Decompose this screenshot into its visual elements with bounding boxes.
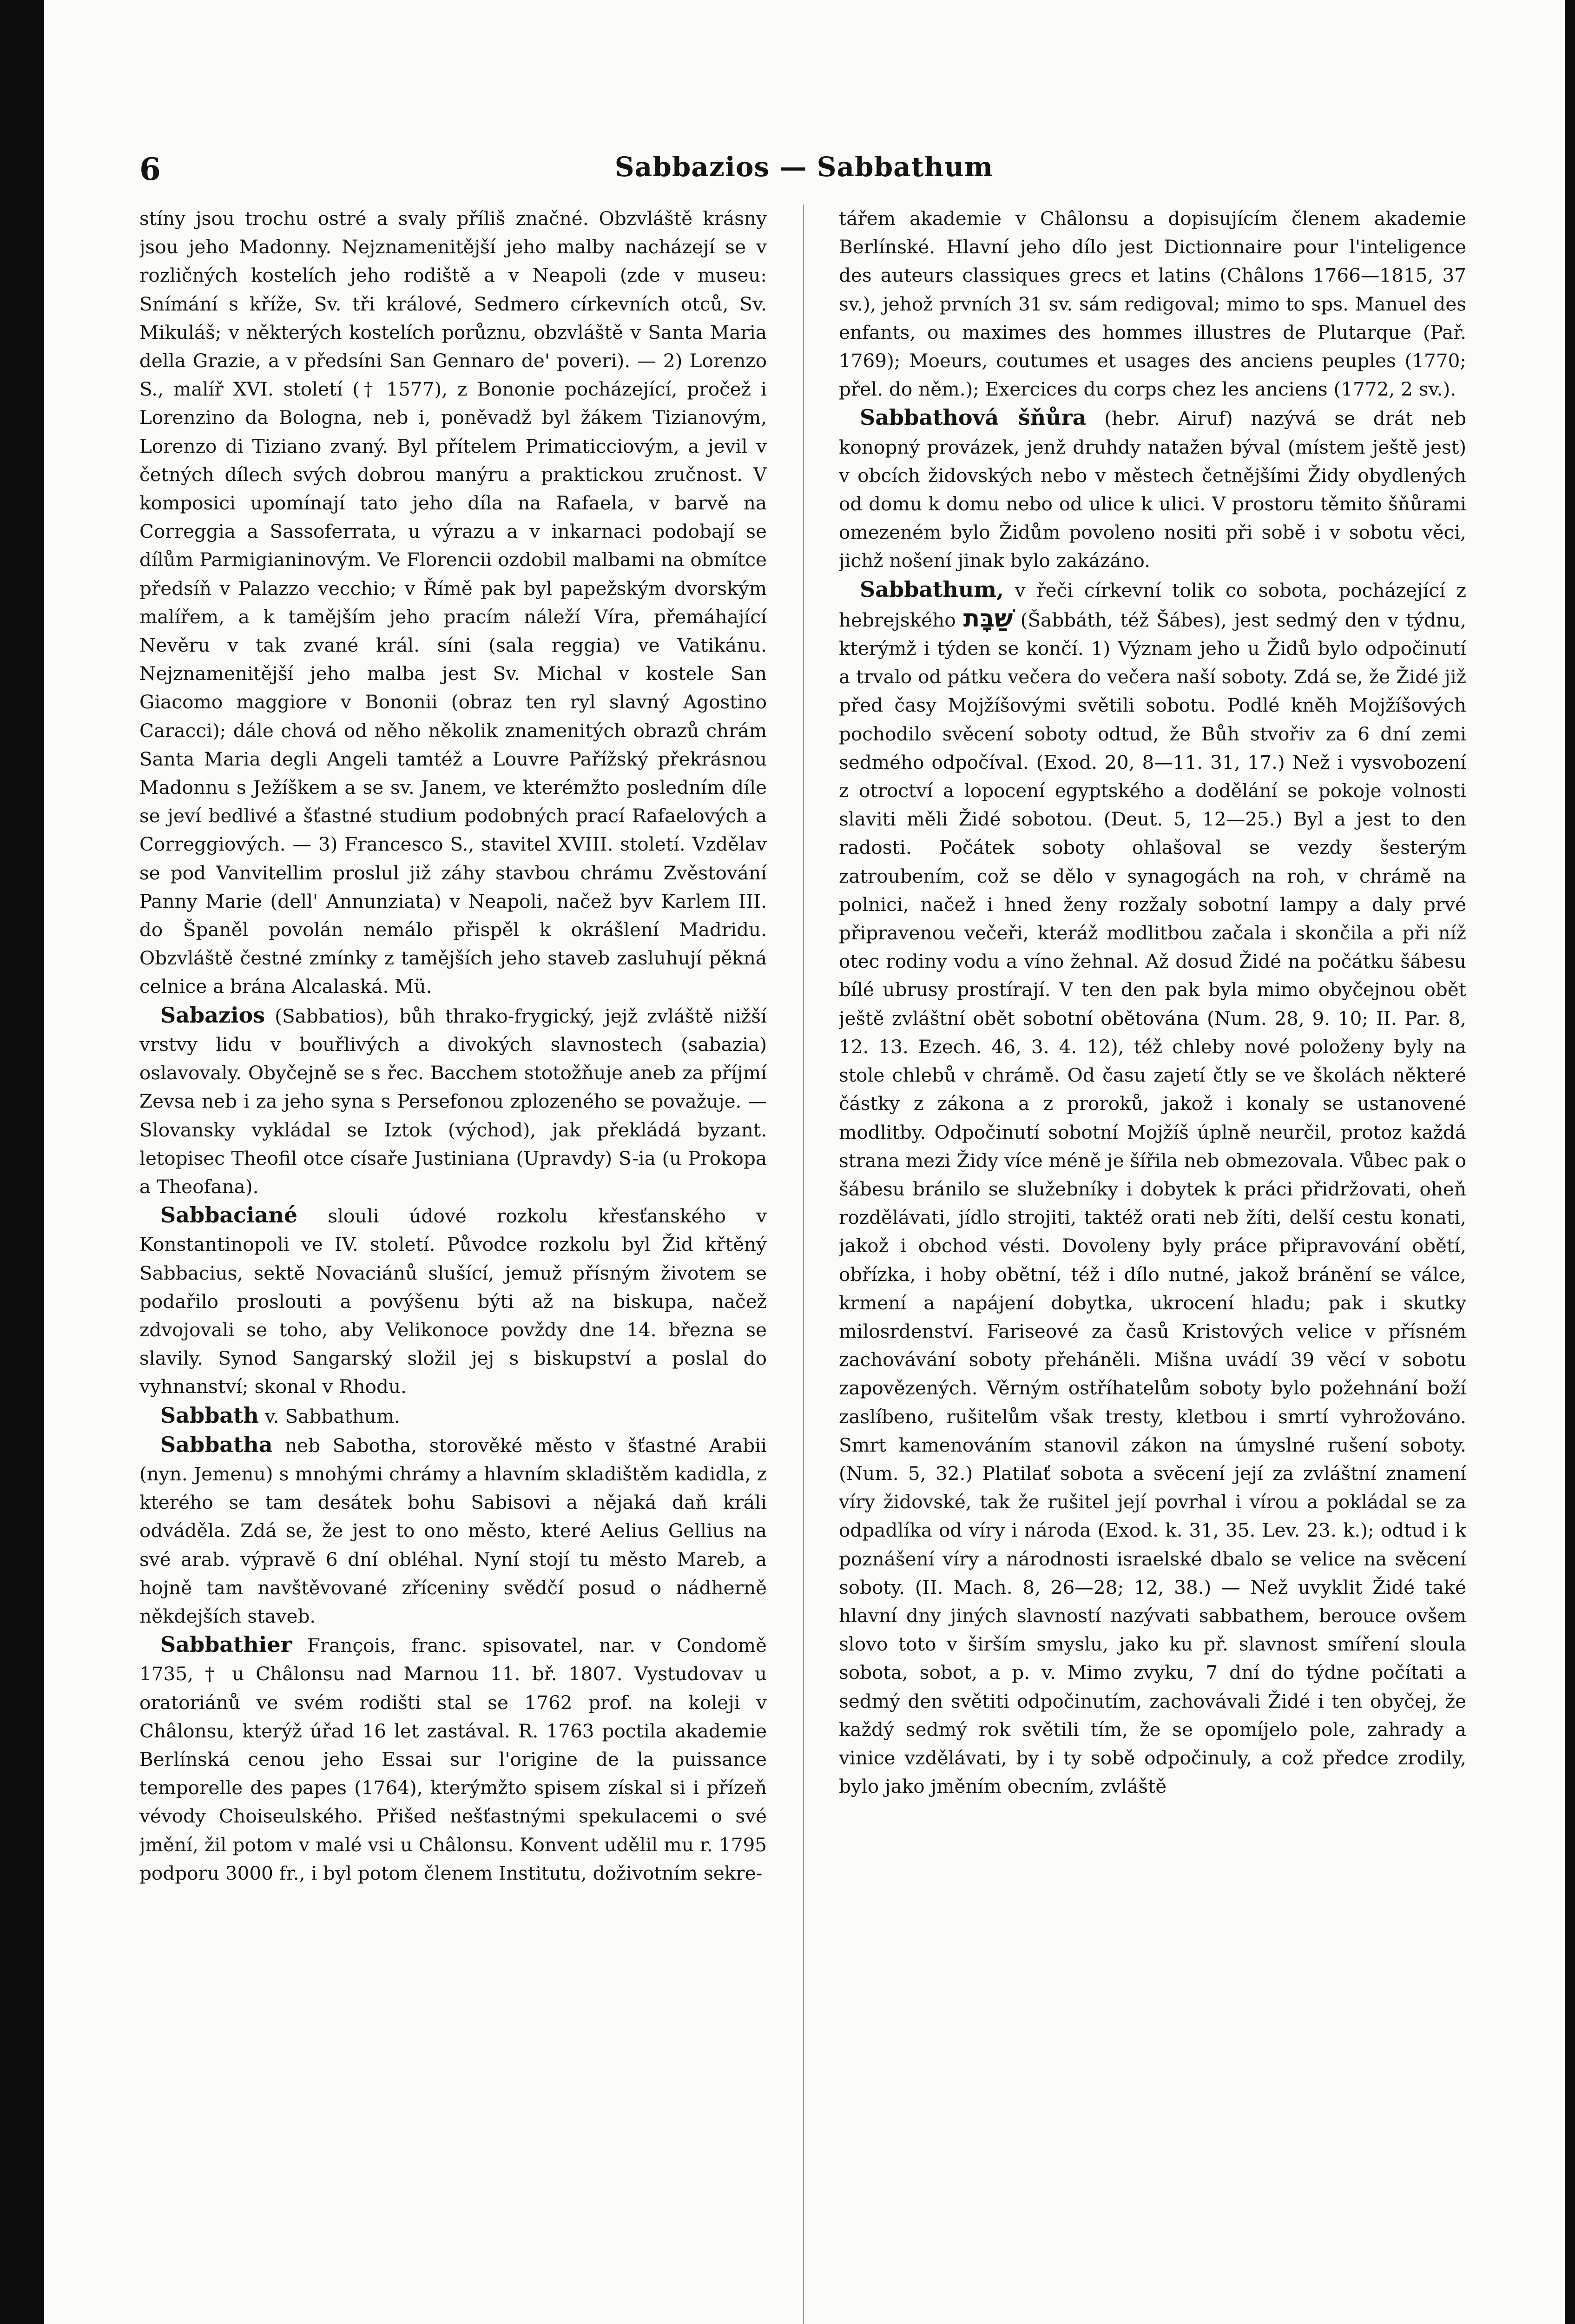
page-header [139, 151, 1469, 198]
entry-sabbathier [139, 1631, 767, 1888]
entry-sabbathova-snura [839, 403, 1466, 575]
entry-continuation-paragraph: stíny jsou trochu ostré a svaly příliš značné. Obzvláště krásny jsou jeho Madonny. Nejznamenitější jeho malby nacházejí se v rozličných kostelích jeho rodiště a v Neapoli (zde v museu: Snímání s kříže, Sv. tři králové, Sedmero církevních otců, Sv. Mikuláš; v některých kostelích porůznu, obzvláště v Santa Maria della Grazie, a v předsíni San Gennaro de' poveri). — 2) Lorenzo S., malíř XVI. století († 1577), z Bononie pocházející, pročež i Lorenzino da Bologna, neb i, poněvadž byl žákem Tizianovým, Lorenzo di Tiziano zvaný. Byl přítelem Primaticciovým, a jevil v četných dílech svých dobrou manýru a praktickou zručnost. V komposici upomínají tato jeho díla na Rafaela, v barvě na Correggia a Sassoferrata, u výrazu a v inkarnaci podobají se dílům Parmigianinovým. Ve Florencii ozdobil malbami na obmítce předsíň v Palazzo vecchio; v Římě pak byl papežským dvorským malířem, a k tamějším jeho pracím náleží Víra, přemáhající Nevěru v tak zvané král. síni (sala reggia) ve Vatikánu. Nejznamenitější jeho malba jest Sv. Michal v kostele San Giacomo maggiore v Bononii (obraz ten ryl slavný Agostino Caracci); dále chová od něho několik znamenitých obrazů chrám Santa Maria degli Angeli tamtéž a Louvre Pařížský překrásnou Madonnu s Ježíškem a se sv. Janem, ve kterémžto posledním díle se jeví bedlivé a šťastné studium podobných prací Rafaelových a Correggiových. — 3) Francesco S., stavitel XVIII. století. Vzdělav se pod Vanvitellim proslul již záhy stavbou chrámu Zvěstování Panny Marie (dell' Annunziata) v Neapoli, načež byv Karlem III. do Španěl povolán nemálo přispěl k okrášlení Madridu. Obzvláště čestné zmínky z tamějších jeho staveb zasluhují pěkná celnice a brána Alcalaská. Mü. [139, 207, 767, 998]
entry-sabbathier-continuation: tářem akademie v Châlonsu a dopisujícím členem akademie Berlínské. Hlavní jeho dílo jest Dictionnaire pour l'inteligence des auteurs classiques grecs et latins (Châlons 1766—1815, 37 sv.), jehož prvních 31 sv. sám redigoval; mimo to sps. Manuel des enfants, ou maximes des hommes illustres de Plutarque (Pař. 1769); Moeurs, coutumes et usages des anciens peuples (1770; přel. do něm.); Exercices du corps chez les anciens (1772, 2 sv.). [839, 207, 1466, 401]
entry-sabbathum-text-2: (Šabbáth, též Šábes), jest sedmý den v týdnu, kterýmž i týden se končí. 1) Význam jeho u Židů bylo odpočinutí a trvalo od pátku večera do večera naší soboty. Zdá se, že Židé již před časy Mojžíšovými světili sobotu. Podlé kněh Mojžíšových pochodilo svěcení soboty odtud, že Bůh stvořiv za 6 dní zemi sedmého odpočíval. (Exod. 20, 8—11. 31, 17.) Než i vysvobození z otroctví a lopocení egyptského a dodělání se pokoje volnosti slaviti měli Židé sobotou. (Deut. 5, 12—25.) Byl a jest to den radosti. Počátek soboty ohlašoval se vezdy šesterým zatroubením, což se dělo v synagogách na roh, v chrámě na polnici, načež i hned ženy rozžaly sobotní lampy a daly prvé připravenou večeři, kteráž modlitbou začala i skončila a při níž otec rodiny vodu a víno žehnal. Až dosud Židé na počátku šábesu bílé ubrusy prostírají. V ten den pak byla mimo obyčejnou obět ještě zvláštní obět sobotní obětována (Num. 28, 9. 10; II. Par. 8, 12. 13. Ezech. 46, 3. 4. 12), též chleby nové položeny byly na stole chlebů v chrámě. Od času zajetí čtly se ve školách některé částky z zákona a z proroků, jakož i konaly se ustanovené modlitby. Odpočinutí sobotní Mojžíš úplně neurčil, protoz každá strana mezi Židy více méně je šířila neb obmezovala. Vůbec pak o šábesu bránilo se služebníky i dobytek k práci přidržovati, oheň rozdělávati, jídlo strojiti, taktéž orati neb žíti, delší cestu konati, jakož i obchod vésti. Dovoleny byly práce připravování obětí, obřízka, i hoby obětní, též i dílo nutné, jakož bránění se válce, krmení a napájení dobytka, ukrocení hladu; pak i skutky milosrdenství. Fariseové za časů Kristových velice v přísném zachovávání soboty přeháněli. Mišna uvádí 39 věcí v sobotu zapovězených. Věrným ostříhatelům soboty bylo požehnání boží zaslíbeno, rušitelům však tresty, kletbou i smrtí vyhrožováno. Smrt kamenováním stanovil zákon na úmyslné rušení soboty. (Num. 5, 32.) Platilať sobota a svěcení její za zvláštní znamení víry židovské, tak že rušitel její povrhal i vírou a pokládal se za odpadlíka od víry i národa (Exod. k. 31, 35. Lev. 23. k.); odtud i k poznášení víry a národnosti israelské dbalo se velice na svěcení soboty. (II. Mach. 8, 26—28; 12, 38.) — Než uvyklit Židé také hlavní dny jiných slavností nazývati sabbathem, berouce ovšem slovo toto v širším smyslu, jako ku př. slavnost smíření sloula sobota, sobot, a p. v. Mimo zvyku, 7 dní do týdne počítati a sedmý den světiti odpočinutím, zachovávali Židé i ten obyčej, že každý sedmý rok světili tím, že se opomíjelo pole, zahrady a vinice vzdělávati, by i ty sobě odpočinuly, a což předce zrodily, bylo jako jměním obecním, zvláště [839, 608, 1466, 1798]
headword-sabbathier: Sabbathier [160, 1632, 292, 1657]
entry-sabbatha [139, 1431, 767, 1631]
hebrew-word-shabbat: שַׁבָּת [963, 604, 1013, 633]
entry-sabbaciane [139, 1201, 767, 1401]
entry-sabbath-text: v. Sabbathum. [264, 1405, 401, 1427]
entry-sabbath [139, 1401, 767, 1431]
entry-sabazios-text: (Sabbatios), bůh thrako-frygický, jejž zvláště nižší vrstvy lidu v bouřlivých a divokých slavnostech (sabazia) oslavovaly. Obyčejně se s řec. Bacchem stotožňuje aneb za příjmí Zevsa neb i za jeho syna s Persefonou zplozeného se považuje. — Slovansky vykládal se Iztok (východ), jak překládá byzant. letopisec Theofil otce císaře Justiniana (Upravdy) S-ia (u Prokopa a Theofana). [139, 1004, 767, 1198]
column-divider [803, 205, 804, 2324]
headword-sabbaciane: Sabbaciané [160, 1202, 298, 1228]
entry-sabbathum [839, 575, 1466, 1801]
running-head: Sabbazios — Sabbathum [614, 151, 994, 183]
entry-sabbathova-snura-text: (hebr. Airuf) nazývá se drát neb konopný provázek, jenž druhdy natažen býval (místem ještě jest) v obcích židovských nebo v městech četnějšími Židy obydlených od domu k domu nebo od ulice k ulici. V prostoru těmito šňůrami omezeném bylo Židům povoleno nositi při sobě i v sobotu věci, jichž nošení jinak bylo zakázáno. [839, 407, 1466, 572]
scan-edge-right [1565, 0, 1575, 2324]
entry-sabbatha-text: neb Sabotha, storověké město v šťastné Arabii (nyn. Jemenu) s mnohými chrámy a hlavním skladištěm kadidla, z kterého se tam desátek bohu Sabisovi a nějaká daň králi odváděla. Zdá se, že jest to ono město, které Aelius Gellius na své arab. výpravě 6 dní obléhal. Nyní stojí tu město Mareb, a hojně tam navštěvované zříceniny svědčí posud o nádherně někdejších staveb. [139, 1434, 767, 1627]
headword-sabbathum: Sabbathum, [860, 576, 1004, 602]
headword-sabazios: Sabazios [160, 1002, 265, 1028]
entry-sabbaciane-text: slouli údové rozkolu křesťanského v Konstantinopoli ve IV. století. Původce rozkolu byl Žid křtěný Sabbacius, sektě Novaciánů slušící, jemuž přísným životem se podařilo proslouti a povýšenu býti až na biskupa, načež zdvojovali se toho, aby Velikonoce povždy dne 14. března se slavily. Synod Sangarský složil jej s biskupství a poslal do vyhnanství; skonal v Rhodu. [139, 1205, 767, 1398]
page-number: 6 [139, 151, 161, 187]
entry-sabbathum-text-1: v řeči církevní tolik co sobota, pocházející z hebrejského [839, 579, 1466, 631]
headword-sabbatha: Sabbatha [160, 1432, 273, 1457]
headword-sabbathova-snura: Sabbathová šňůra [860, 405, 1087, 430]
entry-sabbathier-text: François, franc. spisovatel, nar. v Condomě 1735, † u Châlonsu nad Marnou 11. bř. 1807. Vystudovav u oratoriánů ve svém rodišti stal se 1762 prof. na koleji v Châlonsu, kterýž úřad 16 let zastával. R. 1763 poctila akademie Berlínská cenou jeho Essai sur l'origine de la puissance temporelle des papes (1764), kterýmžto spisem získal si i přízeň vévody Choiseulského. Přišed nešťastnými spekulacemi o své jmění, žil potom v malé vsi u Châlonsu. Konvent udělil mu r. 1795 podporu 3000 fr., i byl potom členem Institutu, doživotním sekre- [139, 1634, 767, 1884]
headword-sabbath: Sabbath [160, 1402, 259, 1428]
scan-edge-left [0, 0, 44, 2324]
left-column [139, 205, 767, 2324]
entry-sabazios [139, 1001, 767, 1201]
right-column [839, 205, 1466, 2324]
